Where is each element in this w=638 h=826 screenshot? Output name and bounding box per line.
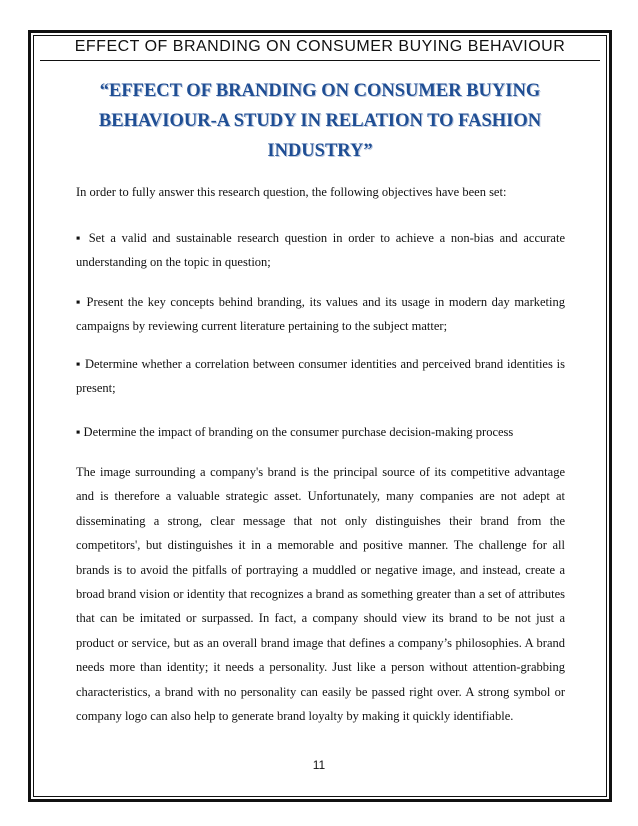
objective-item: ▪ Determine whether a correlation between consumer identities and perceived brand identities is present; xyxy=(76,357,565,396)
title-line-1: “EFFECT OF BRANDING ON CONSUMER BUYING xyxy=(99,81,541,101)
objective-item: ▪ Present the key concepts behind branding, its values and its usage in modern day marketing campaigns by reviewing current literature pertaining to the subject matter; xyxy=(76,295,565,334)
header-divider xyxy=(40,60,600,61)
intro-paragraph: In order to fully answer this research question, the following objectives have been set: xyxy=(76,185,507,199)
body-paragraph: The image surrounding a company's brand is the principal source of its competitive advantage and is therefore a valuable strategic asset. Unfortunately, many companies are not adept at disseminating a strong, clear message that not only distinguishes their brand from the competitors', but distinguishes it in a memorable and positive manner. The challenge for all brands is to avoid the pitfalls of portraying a muddled or negative image, and instead, create a broad brand vision or identity that recognizes a brand as something greater than a set of attributes that can be imitated or surpassed. In fact, a company should view its brand to be not just a product or service, but as an overall brand image that defines a company’s philosophies. A brand needs more than identity; it needs a personality. Just like a person without attention-grabbing characteristics, a brand with no personality can easily be passed right over. A strong symbol or company logo can also help to generate brand loyalty by making it quickly identifiable. xyxy=(76,465,565,724)
objective-item: ▪ Set a valid and sustainable research question in order to achieve a non-bias and accurate understanding on the topic in question; xyxy=(76,231,565,270)
document-title xyxy=(50,76,590,166)
title-line-3: INDUSTRY” xyxy=(267,141,373,161)
running-header: EFFECT OF BRANDING ON CONSUMER BUYING BEHAVIOUR xyxy=(74,38,566,55)
title-line-2: BEHAVIOUR-A STUDY IN RELATION TO FASHION xyxy=(98,111,542,131)
page-number: 11 xyxy=(312,758,326,772)
objective-item: ▪ Determine the impact of branding on the consumer purchase decision-making process xyxy=(76,425,514,439)
